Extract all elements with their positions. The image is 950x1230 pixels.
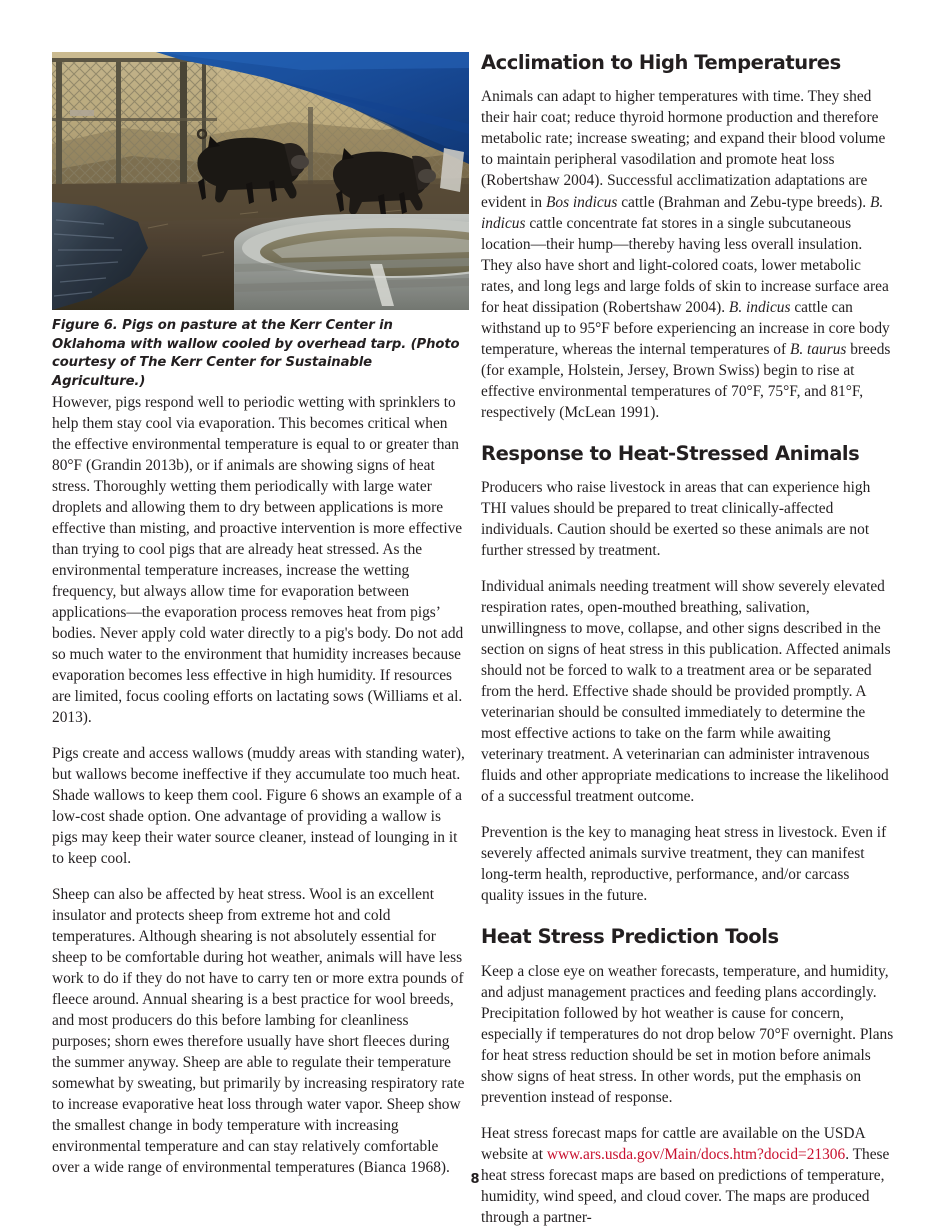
section-heading-acclimation: Acclimation to High Temperatures — [481, 51, 841, 74]
section-heading-response: Response to Heat-Stressed Animals — [481, 441, 860, 465]
paragraph: Individual animals needing treatment will show severely elevated respiration rates, open-mouthed breathing, salivation, unwillingness to move, collapse, and other signs described in the section on signs of heat stress in this publication. Affected animals should not be forced to walk to a treatment area or be separated from the herd. Effective shade should be provided promptly. A veterinarian should be consulted immediately to determine the most effective actions to take on the farm while awaiting veterinary treatment. A veterinarian can administer intravenous fluids and other appropriate medications to increase the likelihood of a successful treatment outcome. — [481, 578, 891, 806]
paragraph: Keep a close eye on weather forecasts, temperature, and humidity, and adjust management practices and feeding plans accordingly. Precipitation followed by hot weather is cause for concern, especially if temperatures do not drop below 70°F overnight. Plans for heat stress reduction should be set in motion before animals show signs of heat stress. In other words, put the emphasis on prevention instead of response. — [481, 962, 894, 1106]
figure-caption: Figure 6. Pigs on pasture at the Kerr Center in Oklahoma with wallow cooled by overhead tarp. (Photo courtesy of The Kerr Center for Sustainable Agriculture.) — [52, 318, 460, 390]
paragraph: However, pigs respond well to periodic wetting with sprinklers to help them stay cool via evaporation. This becomes critical when the effective environmental temperature is equal to or greater than 80°F (Grandin 2013b), or if animals are showing signs of heat stress. Thoroughly wetting them periodically with large water droplets and allowing them to dry between applications is more effective than misting, and proactive intervention is more effective than trying to cool pigs that are already heat stressed. As the environmental temperature increases, increase the wetting frequency, but always allow time for evaporation between applications—the evaporation process removes heat from pigs’ bodies. Never apply cold water directly to a pig's body. Do not add so much water to the environment that humidity increases because evaporation becomes less effective in high humidity. If resources are limited, focus cooling efforts on lactating sows (Williams et al. 2013). — [52, 393, 464, 727]
section-heading-prediction-tools: Heat Stress Prediction Tools — [481, 925, 779, 949]
paragraph: Heat stress forecast maps for cattle are available on the USDA website at www.ars.usda.gov/Main/docs.htm?docid=21306. These heat stress forecast maps are based on predictions of temperature, humidity, wind speed, and cloud cover. The maps are produced through a partner- — [481, 1124, 890, 1226]
page-number: 8 — [470, 1172, 480, 1187]
paragraph: Animals can adapt to higher temperatures with time. They shed their hair coat; reduce thyroid hormone production and therefore metabolic rate; increase sweating; and expand their blood volume to maintain peripheral vasodilation and promote heat loss (Robertshaw 2004). Successful acclimatization adaptations are evident in Bos indicus cattle (Brahman and Zebu-type breeds). B. indicus cattle concentrate fat stores in a single subcutaneous location—their hump—thereby having less overall insulation. They also have short and light-colored coats, lower metabolic rates, and long legs and large folds of skin to increase surface area for heat dissipation (Robertshaw 2004). B. indicus cattle can withstand up to 95°F before experiencing an increase in core body temperature, whereas the internal temperatures of B. taurus breeds (for example, Holstein, Jersey, Brown Swiss) begin to rise at effective environmental temperatures of 70°F, 75°F, and 81°F, respectively (McLean 1991). — [481, 88, 891, 421]
usda-heat-stress-map-link[interactable]: www.ars.usda.gov/Main/docs.htm?docid=21306 — [546, 1145, 846, 1163]
figure-6 — [52, 52, 469, 392]
photo-illustration — [52, 52, 469, 310]
paragraph: Prevention is the key to managing heat stress in livestock. Even if severely affected animals survive treatment, they can manifest long-term health, reproductive, performance, and/or carcass quality issues in the future. — [481, 824, 887, 905]
paragraph: Sheep can also be affected by heat stress. Wool is an excellent insulator and protects sheep from extreme hot and cold temperatures. Although shearing is not absolutely essential for sheep to be comfortable during hot weather, animals will have less work to do if they do not have to carry ten or more extra pounds of fleece around. Annual shearing is a best practice for wool breeds, and most producers do this before lambing for cleanliness purposes; shorn ewes therefore usually have short fleeces during the summer anyway. Sheep are able to regulate their temperature somewhat by sweating, but primarily by increasing respiratory rate to increase evaporative heat loss through water vapor. Sheep show the smallest change in body temperature with increasing environmental temperature and can stay relatively comfortable over a wide range of environmental temperatures (Bianca 1968). — [52, 886, 465, 1177]
photo-pigs-under-blue-tarp-with-wallow-and-water-trough — [52, 52, 469, 310]
paragraph: Pigs create and access wallows (muddy areas with standing water), but wallows become ineffective if they accumulate too much heat. Shade wallows to keep them cool. Figure 6 shows an example of a low-cost shade option. One advantage of providing a wallow is pigs may keep their water source cleaner, instead of lounging in it to keep cool. — [52, 745, 465, 868]
paragraph: Producers who raise livestock in areas that can experience high THI values should be prepared to treat clinically-affected individuals. Caution should be exerted so these animals are not further stressed by treatment. — [481, 479, 871, 560]
left-column — [52, 52, 469, 1179]
right-column — [481, 52, 895, 1228]
